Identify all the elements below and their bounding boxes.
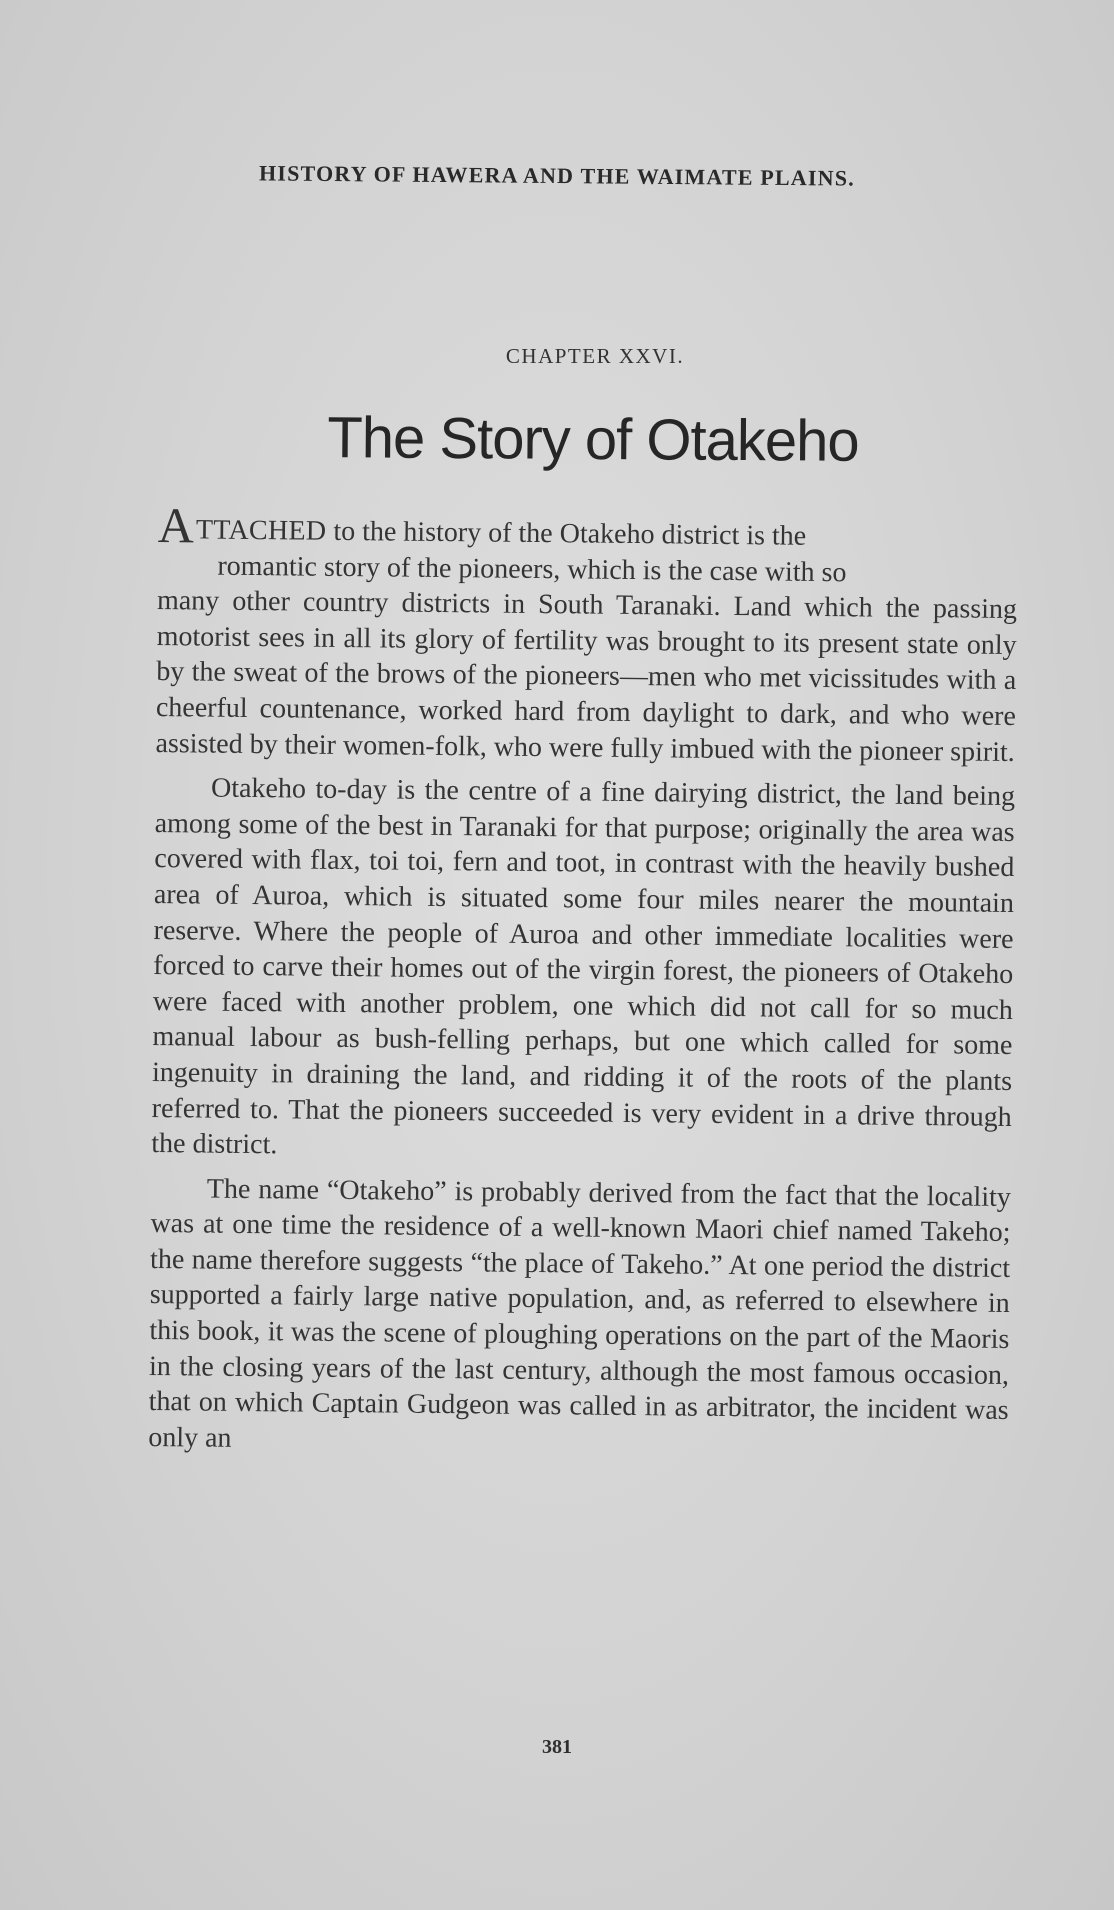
chapter-label: CHAPTER XXVI. xyxy=(505,344,685,368)
page-number: 381 xyxy=(542,1736,572,1758)
chapter-title: The Story of Otakeho xyxy=(327,405,859,474)
paragraph-2: Otakeho to-day is the centre of a fine dairying district, the land being among some of the best in Taranaki for that purpose; originally the area was covered with flax, toi toi, fern and toot, in contrast with the heavily bushed area of Auroa, which is situated some four miles nearer the mountain reserve. Where the people of Auroa and other immediate localities were forced to carve their homes out of the virgin forest, the pioneers of Otakeho were faced with another problem, one which did not call for so much manual labour as bush-felling perhaps, but one which called for some ingenuity in draining the land, and ridding it of the roots of the plants referred to. That the pioneers succeeded is very evident in a drive through the district. xyxy=(151,772,1016,1161)
drop-cap: A xyxy=(157,497,195,554)
opening-small-caps: TTACHED xyxy=(195,514,327,547)
body-text xyxy=(148,497,1018,1464)
opening-line-rest: to the history of the Otakeho district is the xyxy=(326,515,807,552)
paragraph-3: The name “Otakeho” is probably derived from the fact that the locality was at one time the residence of a well-known Maori chief named Takeho; the name therefore suggests “the place of Takeho.” At one period the district supported a fairly large native population, and, as referred to elsewhere in this book, it was the scene of ploughing operations on the part of the Maoris in the closing years of the last century, although the most famous occasion, that on which Captain Gudgeon was called in as arbitrator, the incident was only an xyxy=(148,1173,1012,1454)
paragraph-1 xyxy=(155,497,1018,770)
running-head: HISTORY OF HAWERA AND THE WAIMATE PLAINS. xyxy=(258,160,856,191)
indented-second-line: romantic story of the pioneers, which is the case with so xyxy=(217,550,847,588)
paragraph-1-rest: many other country districts in South Taranaki. Land which the passing motorist sees in all its glory of fertility was brought to its present state only by the sweat of the brows of the pioneers—men who met vicissitudes with a cheerful countenance, worked hard from daylight to dark, and who were assisted by their women-folk, who were fully imbued with the pioneer spirit. xyxy=(155,585,1018,768)
